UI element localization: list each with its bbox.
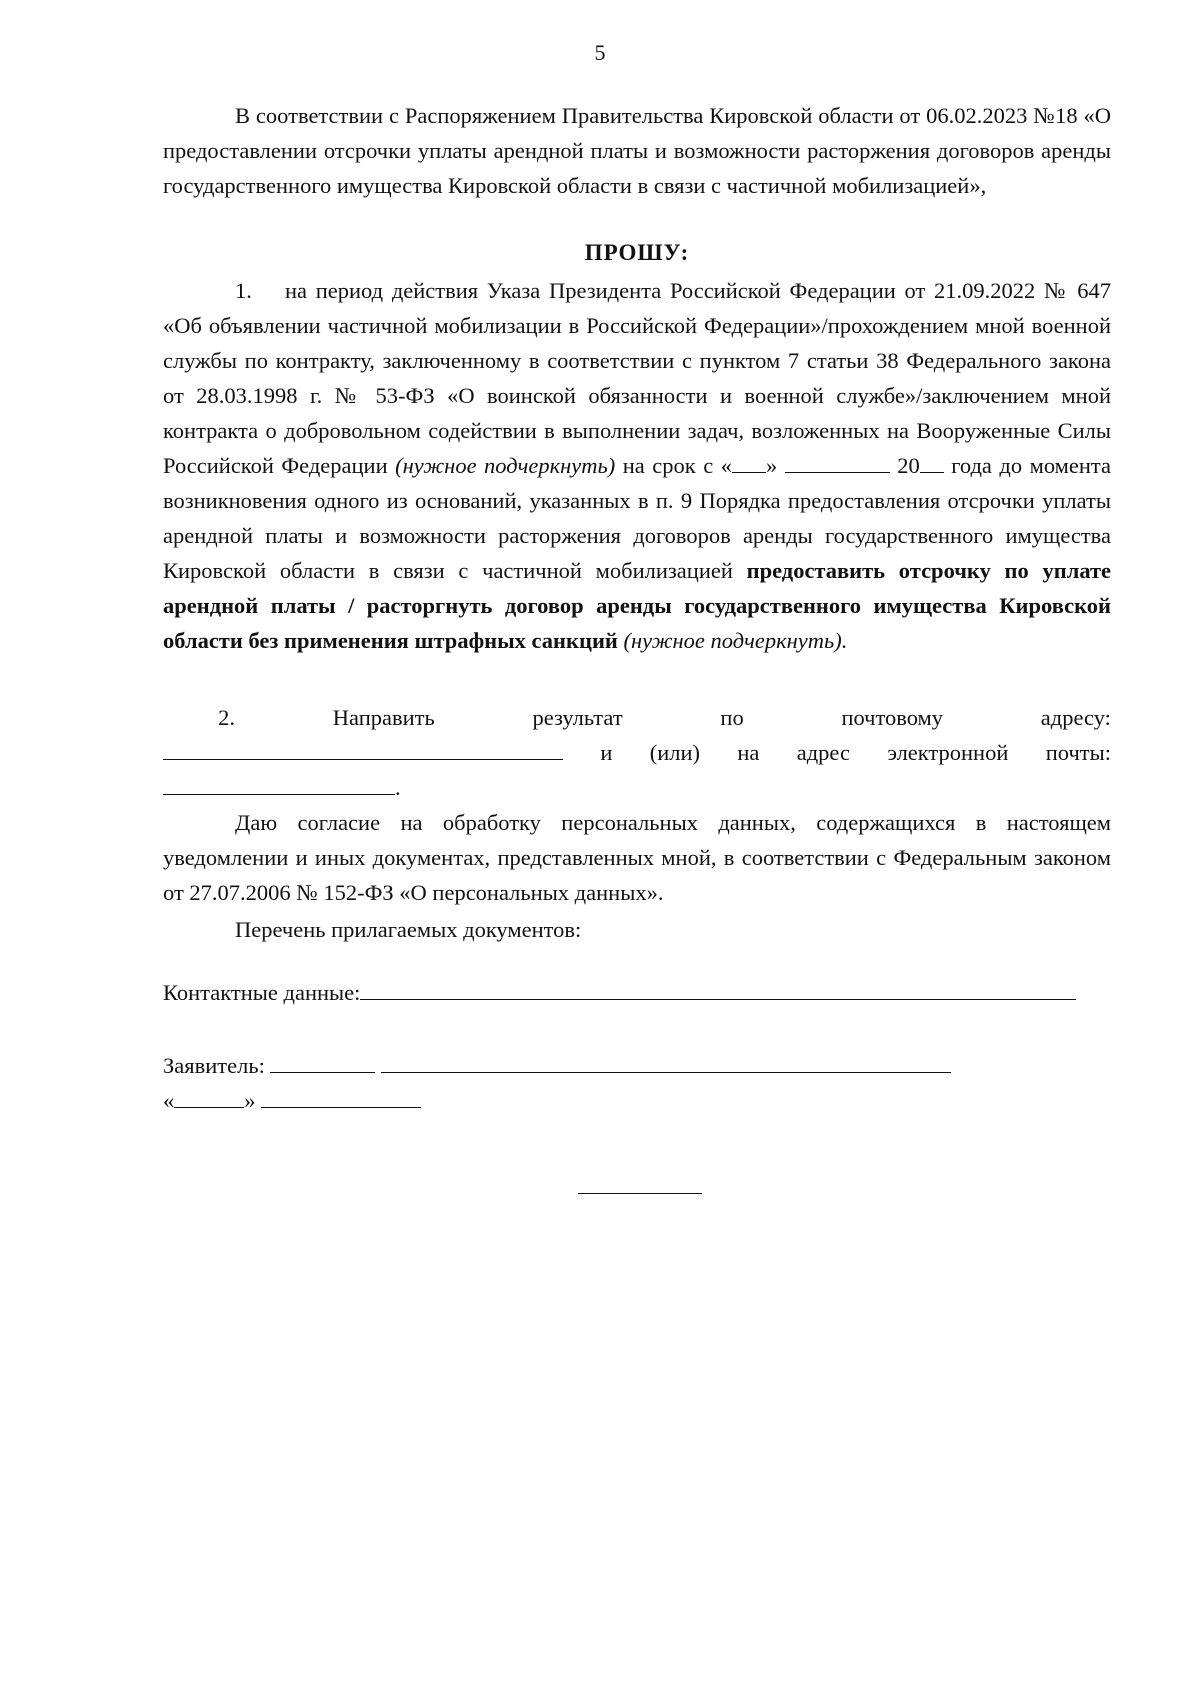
item-1-text-a: на период действия Указа Президента Российской Федерации от 21.09.2022 № 647 «Об объявлении частичной мобилизации в Российской Федерации»/прохождением мной военной службы по контракту, заключенному в соответствии с пунктом 7 статьи 38 Федерального закона от 28.03.1998 г. № 53-ФЗ «О воинской обязанности и военной службе»/заключением мной контракта о добровольном содействии в выполнении задач, возложенных на Вооруженные Силы Российской Федерации — [163, 278, 1111, 478]
month-blank[interactable] — [785, 448, 890, 473]
sign-day-blank[interactable] — [174, 1083, 244, 1108]
date-row — [163, 1083, 1111, 1118]
item-2-word: почтовому — [841, 705, 944, 730]
item-2-word: (или) — [649, 740, 701, 765]
end-rule — [578, 1193, 702, 1194]
consent-paragraph: Даю согласие на обработку персональных данных, содержащихся в настоящем уведомлении и иных документах, представленных мной, в соответствии с Федеральным законом от 27.07.2006 № 152-ФЗ «О персональных данных». — [163, 810, 1111, 905]
request-bold: предоставить отсрочку по уплате арендной платы / расторгнуть договор аренды государственного имущества Кировской области без применения штрафных санкций — [163, 558, 1112, 653]
signature-blank[interactable] — [270, 1048, 375, 1073]
postal-address-blank[interactable] — [163, 735, 563, 760]
item-2-line-3 — [163, 770, 1111, 805]
item-1-text-b: на срок — [622, 453, 696, 478]
email-blank[interactable] — [163, 770, 395, 795]
item-2-word: почты: — [1045, 740, 1111, 765]
contacts-label: Контактные данные: — [163, 980, 361, 1005]
item-2-word: по — [720, 705, 744, 730]
item-2-word: электронной — [887, 740, 1009, 765]
item-1-number: 1. — [235, 278, 252, 303]
item-1-text-c: года до момента возникновения одного из оснований, указанных в п. 9 Порядка предоставления отсрочки уплаты арендной платы и возможности расторжения договоров аренды государственного имущества Кировской области в связи с частичной мобилизацией — [163, 453, 1112, 583]
item-2-word: адресу: — [1040, 705, 1111, 730]
item-2-word: на — [737, 740, 760, 765]
item-1-paragraph — [163, 273, 1111, 658]
item-1-note-2: (нужное подчеркнуть). — [623, 628, 848, 653]
request-heading: ПРОШУ: — [584, 240, 690, 265]
date-mid: » — [765, 453, 778, 478]
item-2-word: адрес — [796, 740, 850, 765]
item-2-line-1 — [163, 700, 1111, 735]
item-2-word: Направить — [332, 705, 435, 730]
date-quote-close: » — [244, 1088, 256, 1113]
year-prefix: 20 — [897, 453, 920, 478]
item-2-number: 2. — [218, 705, 235, 730]
item-2-word: и — [600, 740, 613, 765]
intro-paragraph: В соответствии с Распоряжением Правительства Кировской области от 06.02.2023 №18 «О предоставлении отсрочки уплаты арендной платы и возможности расторжения договоров аренды государственного имущества Кировской области в связи с частичной мобилизацией», — [163, 103, 1111, 198]
email-end-dot: . — [395, 775, 401, 800]
item-1-note: (нужное подчеркнуть) — [395, 453, 616, 478]
applicant-row — [163, 1048, 1111, 1083]
day-blank[interactable] — [732, 448, 766, 473]
item-2-line-2 — [163, 735, 1111, 770]
date-quote-open: « — [163, 1088, 175, 1113]
applicant-name-blank[interactable] — [381, 1048, 951, 1073]
attachments-label: Перечень прилагаемых документов: — [235, 917, 582, 942]
applicant-label: Заявитель: — [163, 1053, 265, 1078]
sign-month-blank[interactable] — [261, 1083, 421, 1108]
year-blank[interactable] — [920, 448, 944, 473]
date-prefix: с « — [703, 453, 732, 478]
page-number: 5 — [594, 40, 606, 65]
item-2-word: результат — [532, 705, 623, 730]
contacts-blank[interactable] — [360, 975, 1076, 1000]
contacts-row — [163, 975, 1111, 1010]
